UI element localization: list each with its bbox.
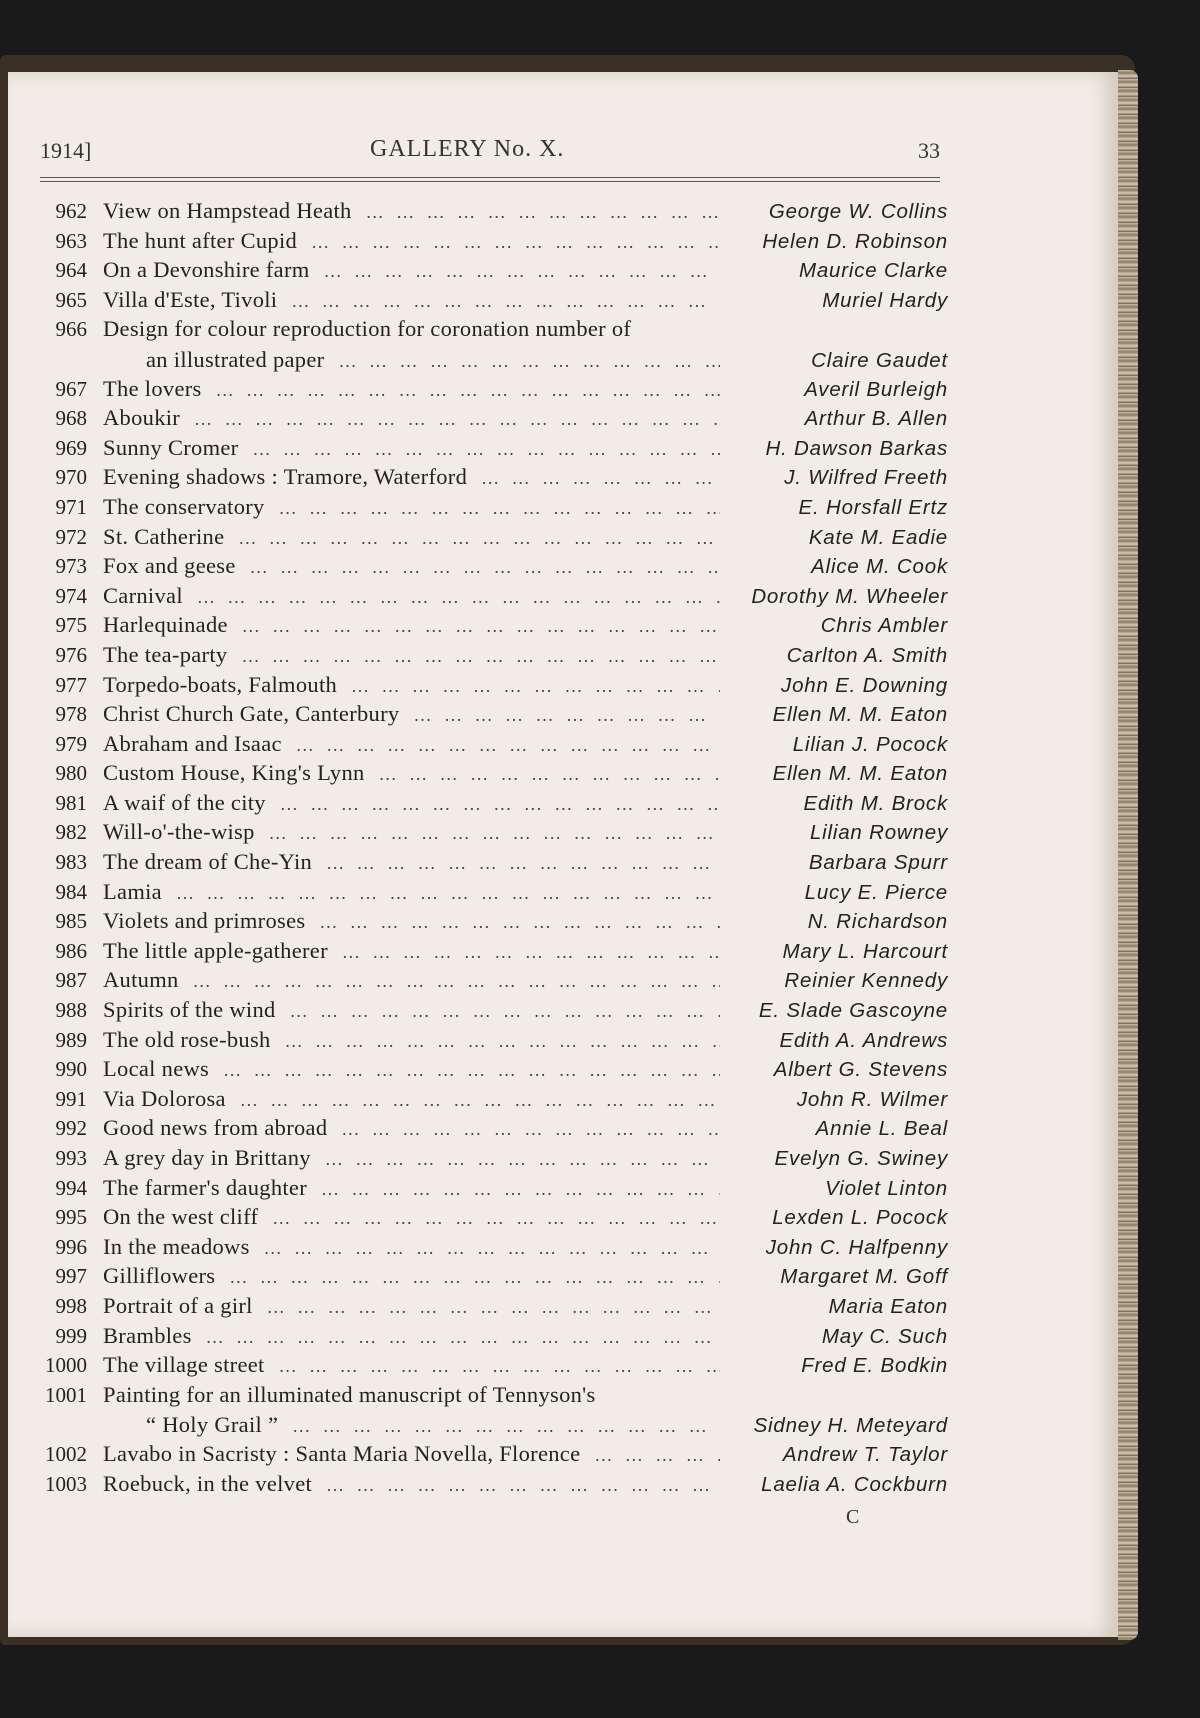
- header-rule: [40, 177, 940, 178]
- entry-number: 989: [55, 1027, 87, 1052]
- entry-continuation: [28, 1410, 948, 1442]
- leader-dots: [240, 1086, 720, 1116]
- entry-title: Spirits of the wind: [103, 997, 276, 1023]
- entry-title: Torpedo-boats, Falmouth: [103, 671, 338, 697]
- catalogue-entry: [28, 433, 948, 463]
- entry-title: Aboukir: [103, 405, 181, 431]
- entry-artist: Averil Burleigh: [804, 377, 948, 401]
- entry-title: A waif of the city: [103, 789, 266, 815]
- leader-dots: [216, 376, 720, 406]
- entry-number: 964: [55, 258, 87, 283]
- entry-artist: E. Slade Gascoyne: [758, 999, 948, 1023]
- catalogue-entry: [28, 995, 948, 1025]
- signature-mark: C: [846, 1506, 860, 1528]
- entry-number: 978: [55, 702, 87, 727]
- page-number: 33: [918, 138, 940, 163]
- entry-artist: Helen D. Robinson: [762, 229, 948, 253]
- leader-dots: [264, 1234, 720, 1264]
- entry-title: A grey day in Brittany: [103, 1145, 311, 1170]
- leader-dots: [197, 583, 720, 613]
- catalogue-entry: [28, 699, 948, 729]
- leader-dots: [193, 967, 720, 997]
- entry-number: 1001: [45, 1382, 87, 1407]
- catalogue-entry: [28, 374, 948, 404]
- entry-title: Brambles: [103, 1322, 192, 1348]
- entry-title-continued: “ Holy Grail ”: [146, 1412, 279, 1438]
- leader-dots: [242, 612, 720, 642]
- entry-number: 995: [55, 1205, 87, 1230]
- entry-number: 983: [55, 850, 87, 875]
- catalogue-entry: [28, 610, 948, 640]
- entry-number: 1002: [45, 1441, 87, 1466]
- leader-dots: [241, 642, 720, 672]
- catalogue-entry: [28, 758, 948, 788]
- leader-dots: [321, 1175, 720, 1205]
- entry-number: 977: [55, 672, 87, 697]
- entry-artist: Sidney H. Meteyard: [753, 1414, 948, 1438]
- entry-artist: Evelyn G. Swiney: [774, 1147, 948, 1170]
- entry-number: 996: [55, 1234, 87, 1259]
- entry-title: Autumn: [103, 967, 179, 993]
- entry-number: 967: [55, 376, 87, 401]
- entry-title: The farmer's daughter: [103, 1174, 308, 1200]
- entry-title: Local news: [103, 1056, 210, 1082]
- entry-number: 971: [55, 494, 87, 519]
- catalogue-entry: [28, 1469, 948, 1499]
- entry-number: 992: [55, 1116, 87, 1141]
- entry-title: The conservatory: [103, 493, 265, 519]
- entry-number: 997: [55, 1264, 87, 1289]
- entry-artist: Barbara Spurr: [808, 851, 948, 875]
- entry-artist: Ellen M. M. Eaton: [772, 762, 948, 786]
- catalogue-entry: [28, 522, 948, 552]
- leader-dots: [366, 198, 720, 228]
- leader-dots: [325, 1145, 720, 1175]
- catalogue-entry: [28, 1350, 948, 1380]
- catalogue-entry: [28, 1084, 948, 1114]
- entry-number: 994: [55, 1175, 87, 1200]
- leader-dots: [279, 494, 720, 524]
- entry-title: Portrait of a girl: [103, 1292, 253, 1318]
- catalogue-entry: [28, 1439, 948, 1469]
- entry-number: 986: [55, 938, 87, 963]
- leader-dots: [338, 347, 720, 377]
- entry-number: 975: [55, 613, 87, 638]
- entry-artist: J. Wilfred Freeth: [784, 466, 948, 490]
- entry-title-continued: an illustrated paper: [146, 346, 325, 372]
- entry-number: 965: [55, 287, 87, 312]
- catalogue-entry: [28, 640, 948, 670]
- leader-dots: [341, 1115, 720, 1145]
- catalogue-entry: [28, 1143, 948, 1173]
- entry-title: Roebuck, in the velvet: [103, 1470, 313, 1496]
- entry-artist: Kate M. Eadie: [808, 525, 948, 549]
- entry-title: The old rose-bush: [103, 1026, 271, 1052]
- catalogue-entry: [28, 226, 948, 256]
- entry-artist: Lucy E. Pierce: [804, 880, 948, 904]
- entry-title: On the west cliff: [103, 1204, 259, 1230]
- leader-dots: [238, 524, 720, 554]
- entry-artist: Maurice Clarke: [798, 259, 948, 283]
- entry-artist: Edith M. Brock: [803, 791, 948, 815]
- catalogue-entry: [28, 1113, 948, 1143]
- entry-artist: H. Dawson Barkas: [765, 436, 948, 460]
- entry-artist: Andrew T. Taylor: [782, 1442, 948, 1466]
- entry-artist: Ellen M. M. Eaton: [772, 703, 948, 727]
- catalogue-entry: [28, 788, 948, 818]
- entry-number: 979: [55, 731, 87, 756]
- leader-dots: [176, 879, 720, 909]
- leader-dots: [351, 672, 720, 702]
- leader-dots: [326, 849, 720, 879]
- leader-dots: [206, 1323, 720, 1353]
- entry-title: Fox and geese: [103, 553, 236, 579]
- catalogue-entry: [28, 551, 948, 581]
- entry-number: 998: [55, 1293, 87, 1318]
- catalogue-list: [28, 196, 948, 1498]
- entry-title: Villa d'Este, Tivoli: [103, 286, 278, 312]
- leader-dots: [326, 1471, 720, 1501]
- catalogue-entry: [28, 196, 948, 226]
- entry-artist: Reinier Kennedy: [784, 969, 948, 993]
- entry-number: 976: [55, 642, 87, 667]
- catalogue-entry: [28, 581, 948, 611]
- entry-artist: Lilian J. Pocock: [792, 732, 948, 756]
- entry-number: 963: [55, 228, 87, 253]
- catalogue-entry: [28, 877, 948, 907]
- entry-number: 1003: [45, 1471, 87, 1496]
- header-year: 1914]: [40, 138, 92, 163]
- entry-number: 1000: [45, 1353, 87, 1378]
- entry-number: 985: [55, 909, 87, 934]
- leader-dots: [267, 1293, 720, 1323]
- entry-artist: Fred E. Bodkin: [801, 1354, 948, 1378]
- entry-number: 973: [55, 554, 87, 579]
- catalogue-entry: [28, 462, 948, 492]
- entry-artist: Edith A. Andrews: [779, 1028, 948, 1052]
- leader-dots: [296, 731, 720, 761]
- header-title: GALLERY No. X.: [370, 136, 565, 162]
- leader-dots: [413, 701, 720, 731]
- catalogue-entry: [28, 817, 948, 847]
- entry-number: 972: [55, 524, 87, 549]
- entry-artist: George W. Collins: [768, 200, 948, 223]
- entry-number: 968: [55, 406, 87, 431]
- catalogue-entry: [28, 1173, 948, 1203]
- entry-artist: Violet Linton: [825, 1176, 948, 1200]
- entry-title: The dream of Che-Yin: [103, 849, 313, 875]
- catalogue-entry: [28, 255, 948, 285]
- leader-dots: [481, 464, 720, 494]
- entry-artist: Laelia A. Cockburn: [761, 1472, 948, 1496]
- entry-number: 999: [55, 1323, 87, 1348]
- entry-continuation: [28, 345, 948, 377]
- leader-dots: [324, 257, 720, 287]
- entry-title: Evening shadows : Tramore, Waterford: [103, 464, 468, 490]
- entry-artist: John C. Halfpenny: [765, 1235, 948, 1259]
- entry-number: 993: [55, 1146, 87, 1170]
- entry-number: 987: [55, 968, 87, 993]
- entry-title: St. Catherine: [103, 523, 225, 549]
- entry-title: Christ Church Gate, Canterbury: [103, 701, 400, 727]
- catalogue-entry: [28, 1054, 948, 1084]
- leader-dots: [252, 435, 720, 465]
- entry-number: 988: [55, 998, 87, 1023]
- entry-title: On a Devonshire farm: [103, 257, 310, 283]
- entry-number: 969: [55, 435, 87, 460]
- catalogue-entry: [28, 965, 948, 995]
- leader-dots: [194, 405, 720, 435]
- entry-artist: N. Richardson: [807, 910, 948, 934]
- entry-artist: John R. Wilmer: [796, 1087, 948, 1111]
- entry-title: Sunny Cromer: [103, 434, 239, 460]
- entry-number: 982: [55, 820, 87, 845]
- catalogue-entry: [28, 729, 948, 759]
- entry-title: Lavabo in Sacristy : Santa Maria Novella, Florence: [103, 1440, 581, 1466]
- entry-artist: Lexden L. Pocock: [772, 1206, 948, 1230]
- entry-title: The lovers: [103, 375, 202, 401]
- leader-dots: [319, 908, 720, 938]
- entry-title: In the meadows: [103, 1233, 250, 1259]
- entry-artist: Dorothy M. Wheeler: [751, 584, 948, 608]
- entry-number: 980: [55, 761, 87, 786]
- entry-number: 966: [55, 317, 87, 342]
- catalogue-entry: [28, 1291, 948, 1321]
- leader-dots: [594, 1441, 720, 1471]
- leader-dots: [280, 790, 720, 820]
- catalogue-entry: [28, 906, 948, 936]
- catalogue-entry: [28, 1261, 948, 1291]
- entry-title: The village street: [103, 1352, 265, 1378]
- catalogue-entry: [28, 1321, 948, 1351]
- catalogue-entry: [28, 403, 948, 433]
- entry-number: 984: [55, 879, 87, 904]
- leader-dots: [292, 1412, 720, 1442]
- entry-title: The tea-party: [103, 641, 228, 667]
- catalogue-entry: [28, 492, 948, 522]
- entry-title: The little apple-gatherer: [103, 937, 328, 963]
- entry-artist: Claire Gaudet: [811, 348, 948, 372]
- entry-title: Carnival: [103, 582, 183, 608]
- entry-title: Painting for an illuminated manuscript of Tennyson's: [103, 1381, 596, 1407]
- catalogue-entry: [28, 1232, 948, 1262]
- entry-title: The hunt after Cupid: [103, 227, 298, 253]
- entry-number: 991: [55, 1086, 87, 1111]
- entry-number: 990: [55, 1057, 87, 1082]
- entry-artist: Albert G. Stevens: [773, 1058, 948, 1082]
- leader-dots: [229, 1263, 720, 1293]
- catalogue-entry: [28, 670, 948, 700]
- catalogue-entry: [28, 314, 948, 373]
- entry-title: Will-o'-the-wisp: [103, 819, 255, 845]
- entry-artist: John E. Downing: [781, 673, 948, 697]
- leader-dots: [279, 1352, 720, 1382]
- leader-dots: [379, 760, 720, 790]
- entry-title: Abraham and Isaac: [103, 730, 282, 756]
- entry-title: Via Dolorosa: [103, 1085, 226, 1111]
- entry-number: 962: [55, 199, 87, 223]
- header-rule-double: [40, 181, 940, 182]
- entry-number: 974: [55, 583, 87, 608]
- entry-title: Custom House, King's Lynn: [103, 760, 365, 786]
- entry-artist: Mary L. Harcourt: [782, 939, 948, 963]
- entry-title: Lamia: [103, 878, 162, 904]
- entry-title: View on Hampstead Heath: [103, 198, 352, 223]
- entry-number: 970: [55, 465, 87, 490]
- entry-title: Harlequinade: [103, 612, 228, 638]
- leader-dots: [272, 1204, 720, 1234]
- catalogue-entry: [28, 1025, 948, 1055]
- leader-dots: [291, 287, 720, 317]
- catalogue-entry: [28, 936, 948, 966]
- catalogue-entry: [28, 1380, 948, 1439]
- entry-title: Gilliflowers: [103, 1263, 216, 1289]
- entry-title: Design for colour reproduction for coronation number of: [103, 316, 632, 342]
- leader-dots: [223, 1056, 720, 1086]
- leader-dots: [290, 997, 720, 1027]
- leader-dots: [250, 553, 720, 583]
- entry-artist: Arthur B. Allen: [804, 407, 948, 431]
- leader-dots: [285, 1027, 720, 1057]
- entry-artist: Margaret M. Goff: [780, 1265, 948, 1289]
- entry-artist: Muriel Hardy: [822, 288, 948, 312]
- entry-artist: Lilian Rowney: [809, 821, 948, 845]
- entry-artist: May C. Such: [821, 1324, 948, 1348]
- entry-artist: Chris Ambler: [820, 614, 948, 638]
- catalogue-entry: [28, 847, 948, 877]
- entry-artist: E. Horsfall Ertz: [798, 495, 948, 519]
- catalogue-entry: [28, 285, 948, 315]
- page-edges: [1118, 70, 1138, 1640]
- catalogue-entry: [28, 1202, 948, 1232]
- running-header: [40, 138, 940, 168]
- entry-artist: Carlton A. Smith: [786, 643, 948, 667]
- entry-artist: Maria Eaton: [828, 1294, 948, 1318]
- leader-dots: [311, 228, 720, 258]
- entry-artist: Annie L. Beal: [815, 1117, 948, 1141]
- entry-number: 981: [55, 790, 87, 815]
- entry-artist: Alice M. Cook: [811, 555, 948, 579]
- leader-dots: [342, 938, 720, 968]
- entry-title: Good news from abroad: [103, 1115, 328, 1141]
- entry-title: Violets and primroses: [103, 908, 306, 934]
- leader-dots: [269, 819, 720, 849]
